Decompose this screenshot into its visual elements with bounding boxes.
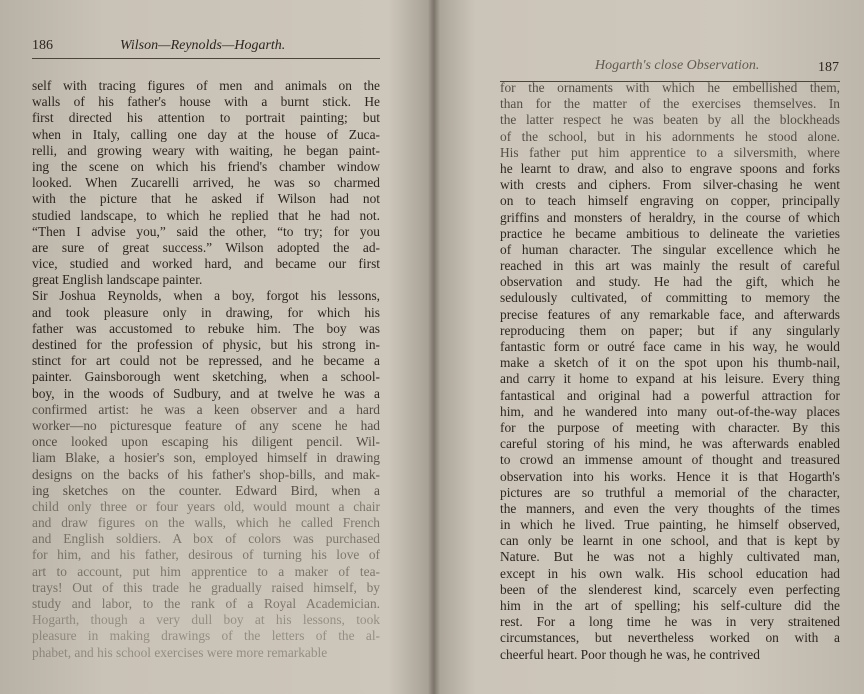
text-line: designs on the backs of his father's shop-bills, and mak- bbox=[32, 466, 380, 482]
text-line: circumstances, but nevertheless worked on with a bbox=[500, 630, 840, 646]
text-line: in which he lived. True painting, he himself observed, bbox=[500, 517, 840, 533]
text-line: when in Italy, calling one day at the house of Zuca- bbox=[32, 126, 380, 142]
book-gutter bbox=[428, 0, 440, 694]
text-line: with the picture that he asked if Wilson had not bbox=[32, 191, 380, 207]
text-line: looked. When Zucarelli arrived, he was so charmed bbox=[32, 175, 380, 191]
right-page-text bbox=[500, 80, 840, 663]
text-line: child only three or four years old, would mount a chair bbox=[32, 498, 380, 514]
text-line: stinct for art could not be repressed, and he became a bbox=[32, 353, 380, 369]
text-line: practice he became ambitious to delineate the varieties bbox=[500, 225, 840, 241]
right-page-number: 187 bbox=[818, 60, 839, 75]
right-running-head: Hogarth's close Observation. bbox=[595, 58, 760, 73]
text-line: boy, in the woods of Sudbury, and at twelve he was a bbox=[32, 385, 380, 401]
text-line: great English landscape painter. bbox=[32, 272, 203, 288]
text-line: His father put him apprentice to a silversmith, where bbox=[500, 144, 840, 160]
text-line: ing the scene on which his friend's chamber window bbox=[32, 158, 380, 174]
text-line: studied landscape, to which he replied that he had not. bbox=[32, 207, 380, 223]
text-line: cheerful heart. Poor though he was, he contrived bbox=[500, 646, 760, 662]
text-line: him, and he wandered into many out-of-the-way places bbox=[500, 403, 840, 419]
text-line: Nature. But he was not a highly cultivated man, bbox=[500, 549, 840, 565]
text-line: for him, and his father, desirous of turning his love of bbox=[32, 547, 380, 563]
text-line: reproducing them on paper; but if any singularly bbox=[500, 322, 840, 338]
text-line: vice, studied and worked hard, and became our first bbox=[32, 256, 380, 272]
text-line: destined for the profession of physic, but his strong in- bbox=[32, 337, 380, 352]
text-line: griffins and monsters of heraldry, in the course of which bbox=[500, 209, 840, 225]
text-line: he learnt to draw, and also to engrave spoons and forks bbox=[500, 160, 840, 176]
text-line: and carry it home to expand at his leisure. Every thing bbox=[500, 371, 840, 387]
text-line: worker—no picturesque feature of any scene he had bbox=[32, 417, 380, 433]
text-line: him in the art of spelling; his self-culture did the bbox=[500, 598, 840, 613]
text-line: the latter respect he was beaten by all the blockheads bbox=[500, 112, 840, 128]
text-line: Hogarth, though a very dull boy at his lessons, took bbox=[32, 612, 380, 628]
text-line: are sure of great success.” Wilson adopted the ad- bbox=[32, 239, 380, 255]
text-line: the manners, and even the very thoughts of the times bbox=[500, 500, 840, 516]
text-line: for the ornaments with which he embellished them, bbox=[500, 80, 840, 95]
text-line: pleasure in making drawings of the letters of the al- bbox=[32, 628, 380, 644]
text-line: art to account, put him apprentice to a maker of tea- bbox=[32, 563, 380, 579]
text-line: observation into his works. Hence it is that Hogarth's bbox=[500, 468, 840, 484]
text-line: careful storing of his mind, he was afterwards enabled bbox=[500, 436, 840, 452]
text-line: and draw figures on the walls, which he called French bbox=[32, 515, 380, 531]
text-line: self with tracing figures of men and animals on the bbox=[32, 78, 380, 93]
text-line: of human character. The singular excellence which he bbox=[500, 241, 840, 257]
text-line: observation and study. He had the gift, which he bbox=[500, 274, 840, 290]
text-line: first directed his attention to portrait painting; but bbox=[32, 110, 380, 126]
text-line: once looked upon escaping his diligent pencil. Wil- bbox=[32, 434, 380, 450]
text-line: fantastical and original had a powerful attraction for bbox=[500, 387, 840, 403]
text-line: relli, and growing weary with waiting, he began paint- bbox=[32, 142, 380, 158]
right-page-header bbox=[500, 38, 840, 75]
text-line: been of the slenderest kind, scarcely even perfecting bbox=[500, 581, 840, 597]
text-line: reached in this art was mainly the result of careful bbox=[500, 258, 840, 274]
text-line: trays! Out of this trade he gradually raised himself, by bbox=[32, 579, 380, 595]
text-line: and took pleasure only in drawing, for which his bbox=[32, 304, 380, 320]
text-line: make a sketch of it on the spot upon his thumb-nail, bbox=[500, 355, 840, 371]
left-running-head: Wilson—Reynolds—Hogarth. bbox=[120, 38, 286, 53]
text-line: “Then I advise you,” said the other, “to try; for you bbox=[32, 223, 380, 239]
text-line: and English soldiers. A box of colors was purchased bbox=[32, 531, 380, 547]
text-line: on to teach himself engraving on copper, principally bbox=[500, 193, 840, 209]
text-line: pictures are so truthful a memorial of the character, bbox=[500, 484, 840, 500]
text-line: except in his own walk. His school education had bbox=[500, 565, 840, 581]
text-line: with crests and ciphers. From silver-chasing he went bbox=[500, 177, 840, 193]
text-line: of the school, but in his adornments he stood alone. bbox=[500, 128, 840, 144]
text-line: ing sketches on the counter. Edward Bird, when a bbox=[32, 482, 380, 498]
text-line: painter. Gainsborough went sketching, when a school- bbox=[32, 369, 380, 385]
text-line: father was accustomed to rebuke him. The boy was bbox=[32, 320, 380, 336]
text-line: precise features of any remarkable face, and afterwards bbox=[500, 306, 840, 322]
text-line: for the purpose of meeting with character. By this bbox=[500, 419, 840, 435]
text-line: phabet, and his school exercises were more remarkable bbox=[32, 644, 328, 660]
text-line: than for the matter of the exercises themselves. In bbox=[500, 96, 840, 112]
text-line: liam Blake, a hosier's son, employed himself in drawing bbox=[32, 450, 380, 466]
text-line: to crowd an immense amount of thought and treasured bbox=[500, 452, 840, 468]
text-line: sedulously cultivated, of committing to memory the bbox=[500, 290, 840, 306]
left-page-text bbox=[32, 78, 380, 661]
text-line: fantastic form or outré face came in his way, he would bbox=[500, 339, 840, 354]
text-line: rest. For a long time he was in very straitened bbox=[500, 614, 840, 630]
text-line: Sir Joshua Reynolds, when a boy, forgot his lessons, bbox=[32, 288, 380, 304]
text-line: walls of his father's house with a burnt stick. He bbox=[32, 94, 380, 110]
text-line: study and labor, to the rank of a Royal Academician. bbox=[32, 596, 380, 611]
left-header-rule bbox=[32, 58, 380, 59]
text-line: can only be learnt in one school, and that is kept by bbox=[500, 533, 840, 549]
text-line: confirmed artist: he was a keen observer and a hard bbox=[32, 401, 380, 417]
left-page-number: 186 bbox=[32, 38, 53, 53]
left-page-header bbox=[32, 38, 382, 60]
